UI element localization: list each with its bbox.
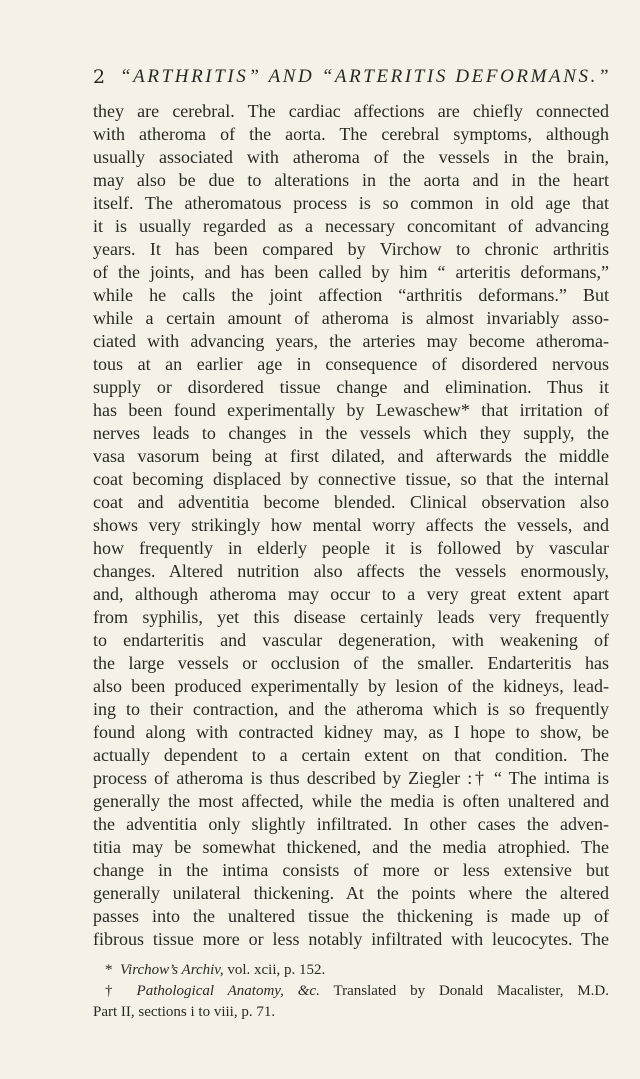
text-line: years. It has been compared by Virchow to chronic arthritis <box>93 239 609 259</box>
text-line: found along with contracted kidney may, as I hope to show, be <box>93 722 609 742</box>
text-line: to endarteritis and vascular degeneration, with weakening of <box>93 630 609 650</box>
text-line: process of atheroma is thus described by Ziegler :† “ The intima is <box>93 768 609 788</box>
text-line: titia may be somewhat thickened, and the media atrophied. The <box>93 837 609 857</box>
page-number: 2 <box>93 66 106 88</box>
text-line: the adventitia only slightly infiltrated. In other cases the adven- <box>93 814 609 834</box>
text-line: with atheroma of the aorta. The cerebral symptoms, although <box>93 124 609 144</box>
footnote-mark: † <box>105 983 123 999</box>
text-line: also been produced experimentally by lesion of the kidneys, lead- <box>93 676 609 696</box>
text-line: may also be due to alterations in the aorta and in the heart <box>93 170 609 190</box>
text-line: change in the intima consists of more or less extensive but <box>93 860 609 880</box>
text-line: supply or disordered tissue change and elimination. Thus it <box>93 377 609 397</box>
footnote-source: Pathological Anatomy, &c. <box>136 983 320 999</box>
text-line: shows very strikingly how mental worry affects the vessels, and <box>93 515 609 535</box>
text-line: tous at an earlier age in consequence of disordered nervous <box>93 354 609 374</box>
text-line: nerves leads to changes in the vessels which they supply, the <box>93 423 609 443</box>
text-line: passes into the unaltered tissue the thickening is made up of <box>93 906 609 926</box>
text-line: coat becoming displaced by connective tissue, so that the internal <box>93 469 609 489</box>
text-line: generally the most affected, while the media is often unaltered and <box>93 791 609 811</box>
text-line: itself. The atheromatous process is so common in old age that <box>93 193 609 213</box>
text-line: it is usually regarded as a necessary concomitant of advancing <box>93 216 609 236</box>
text-line: while a certain amount of atheroma is almost invariably asso- <box>93 308 609 328</box>
footnote-text: vol. xcii, p. 152. <box>227 962 326 978</box>
text-line: has been found experimentally by Lewaschew* that irritation of <box>93 400 609 420</box>
footnote-source: Virchow’s Archiv, <box>120 962 224 978</box>
text-line: changes. Altered nutrition also affects the vessels enormously, <box>93 561 609 581</box>
footnote-1 <box>93 960 609 981</box>
text-line: while he calls the joint affection “arthritis deformans.” But <box>93 285 609 305</box>
text-line: they are cerebral. The cardiac affections are chiefly connected <box>93 101 609 121</box>
running-title: “ARTHRITIS” AND “ARTERITIS DEFORMANS.” <box>120 66 612 87</box>
text-line: generally unilateral thickening. At the points where the altered <box>93 883 609 903</box>
footnote-2 <box>93 981 609 1002</box>
footnote-text: Translated by Donald Macalister, M.D. <box>333 983 610 999</box>
text-line: ciated with advancing years, the arteries may become atheroma- <box>93 331 609 351</box>
text-line: coat and adventitia become blended. Clinical observation also <box>93 492 609 512</box>
text-line: how frequently in elderly people it is followed by vascular <box>93 538 609 558</box>
text-line: and, although atheroma may occur to a very great extent apart <box>93 584 609 604</box>
text-line: actually dependent to a certain extent on that condition. The <box>93 745 609 765</box>
footnotes <box>93 960 609 1023</box>
body-text <box>93 100 609 951</box>
text-line: usually associated with atheroma of the vessels in the brain, <box>93 147 609 167</box>
footnote-2-continuation: Part II, sections i to viii, p. 71. <box>93 1004 276 1020</box>
page-header <box>93 64 612 90</box>
text-line: vasa vasorum being at first dilated, and afterwards the middle <box>93 446 609 466</box>
text-line: of the joints, and has been called by him “ arteritis deformans,” <box>93 262 609 282</box>
text-line: the large vessels or occlusion of the smaller. Endarteritis has <box>93 653 609 673</box>
text-line: fibrous tissue more or less notably infiltrated with leucocytes. The <box>93 929 609 949</box>
text-line: from syphilis, yet this disease certainly leads very frequently <box>93 607 609 627</box>
text-line: ing to their contraction, and the atheroma which is so frequently <box>93 699 609 719</box>
footnote-mark: * <box>105 962 113 978</box>
